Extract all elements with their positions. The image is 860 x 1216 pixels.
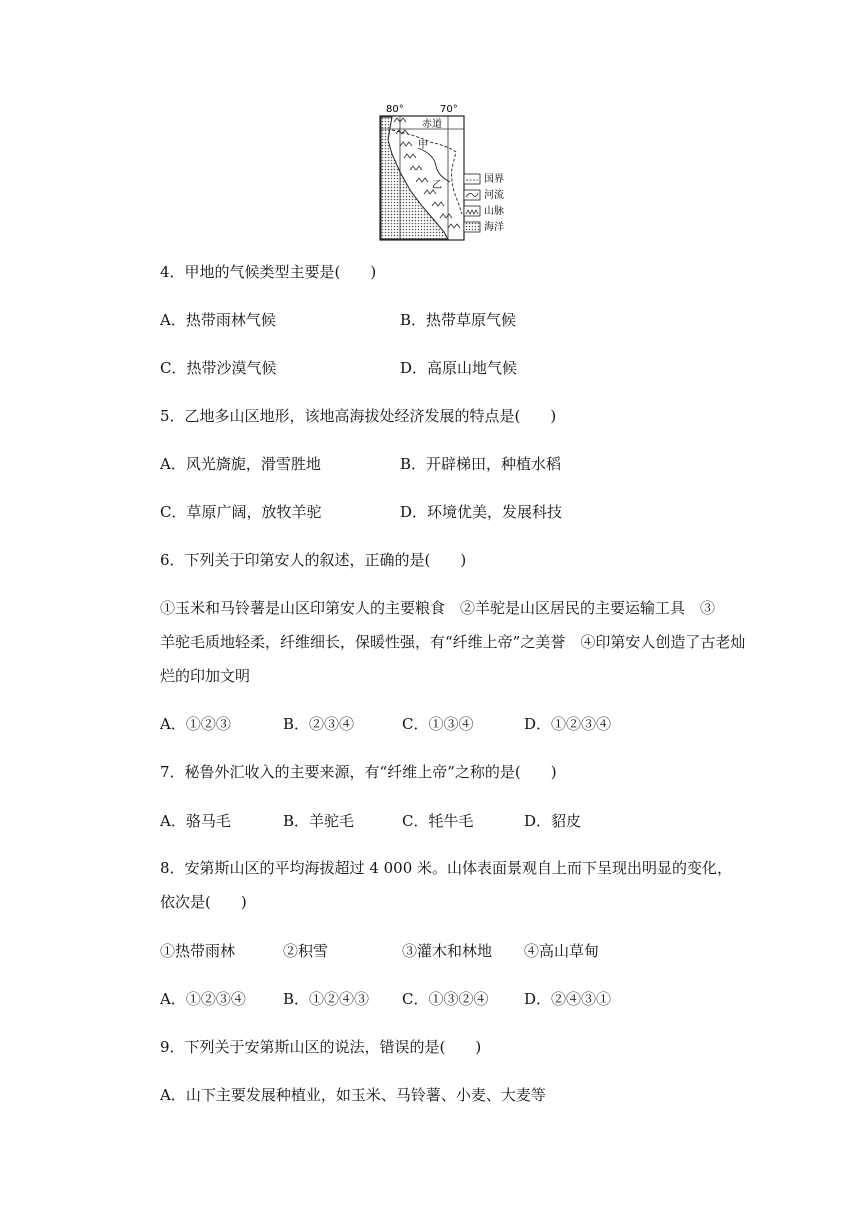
q9-option-a: A．山下主要发展种植业，如玉米、马铃薯、小麦、大麦等: [160, 1086, 546, 1104]
q4-option-c: C．热带沙漠气候: [160, 359, 277, 377]
question-9-stem: 9．下列关于安第斯山区的说法，错误的是( ): [160, 1038, 482, 1056]
q8-item-4: ④高山草甸: [524, 942, 600, 960]
q5-option-b: B．开辟梯田，种植水稻: [400, 455, 562, 473]
q8-item-2: ②积雪: [283, 942, 329, 960]
q7-option-d: D．貂皮: [524, 812, 582, 830]
legend-label-mountain: 山脉: [484, 206, 504, 217]
q8-item-3: ③灌木和林地: [402, 942, 493, 960]
question-5-stem: 5．乙地多山区地形，该地高海拔处经济发展的特点是( ): [160, 407, 557, 425]
q7-option-b: B．羊驼毛: [283, 812, 355, 830]
question-7-stem: 7．秘鲁外汇收入的主要来源，有“纤维上帝”之称的是( ): [160, 763, 557, 781]
place-label-jia: 甲: [418, 140, 428, 151]
equator-label: 赤道: [422, 119, 442, 130]
question-8-stem-line-2: 依次是( ): [160, 893, 247, 911]
q6-statement-line-3: 烂的印加文明: [160, 667, 251, 685]
question-6-stem: 6．下列关于印第安人的叙述，正确的是( ): [160, 551, 467, 569]
q8-option-d: D．②④③①: [524, 990, 612, 1008]
q5-option-a: A．风光旖旎，滑雪胜地: [160, 455, 321, 473]
q6-option-a: A．①②③: [160, 715, 231, 733]
longitude-label-80: 80°: [386, 104, 404, 115]
q6-statement-line-2: 羊驼毛质地轻柔，纤维细长，保暖性强，有“纤维上帝”之美誉 ④印第安人创造了古老灿: [160, 633, 746, 651]
q4-option-b: B．热带草原气候: [400, 311, 517, 329]
q5-option-c: C．草原广阔，放牧羊驼: [160, 503, 322, 521]
question-4-stem: 4．甲地的气候类型主要是( ): [160, 263, 377, 281]
legend-label-river: 河流: [484, 190, 504, 201]
q6-option-d: D．①②③④: [524, 715, 612, 733]
legend-label-ocean: 海洋: [484, 222, 504, 233]
legend-label-border: 国界: [484, 174, 504, 185]
q6-statement-line-1: ①玉米和马铃薯是山区印第安人的主要粮食 ②羊驼是山区居民的主要运输工具 ③: [160, 599, 716, 617]
q8-option-c: C．①③②④: [402, 990, 489, 1008]
question-8-stem-line-1: 8．安第斯山区的平均海拔超过 4 000 米。山体表面景观自上而下呈现出明显的变化，: [160, 859, 733, 877]
q4-option-d: D．高原山地气候: [400, 359, 518, 377]
q5-option-d: D．环境优美，发展科技: [400, 503, 563, 521]
q6-option-c: C．①③④: [402, 715, 474, 733]
q7-option-a: A．骆马毛: [160, 812, 231, 830]
longitude-label-70: 70°: [440, 104, 458, 115]
q8-option-a: A．①②③④: [160, 990, 246, 1008]
place-label-yi: 乙: [432, 180, 442, 191]
q6-option-b: B．②③④: [283, 715, 355, 733]
map-legend: [464, 173, 504, 233]
q4-option-a: A．热带雨林气候: [160, 311, 276, 329]
q8-item-1: ①热带雨林: [160, 942, 236, 960]
peru-map-figure: [378, 102, 528, 242]
q8-option-b: B．①②④③: [283, 990, 370, 1008]
q7-option-c: C．牦牛毛: [402, 812, 474, 830]
